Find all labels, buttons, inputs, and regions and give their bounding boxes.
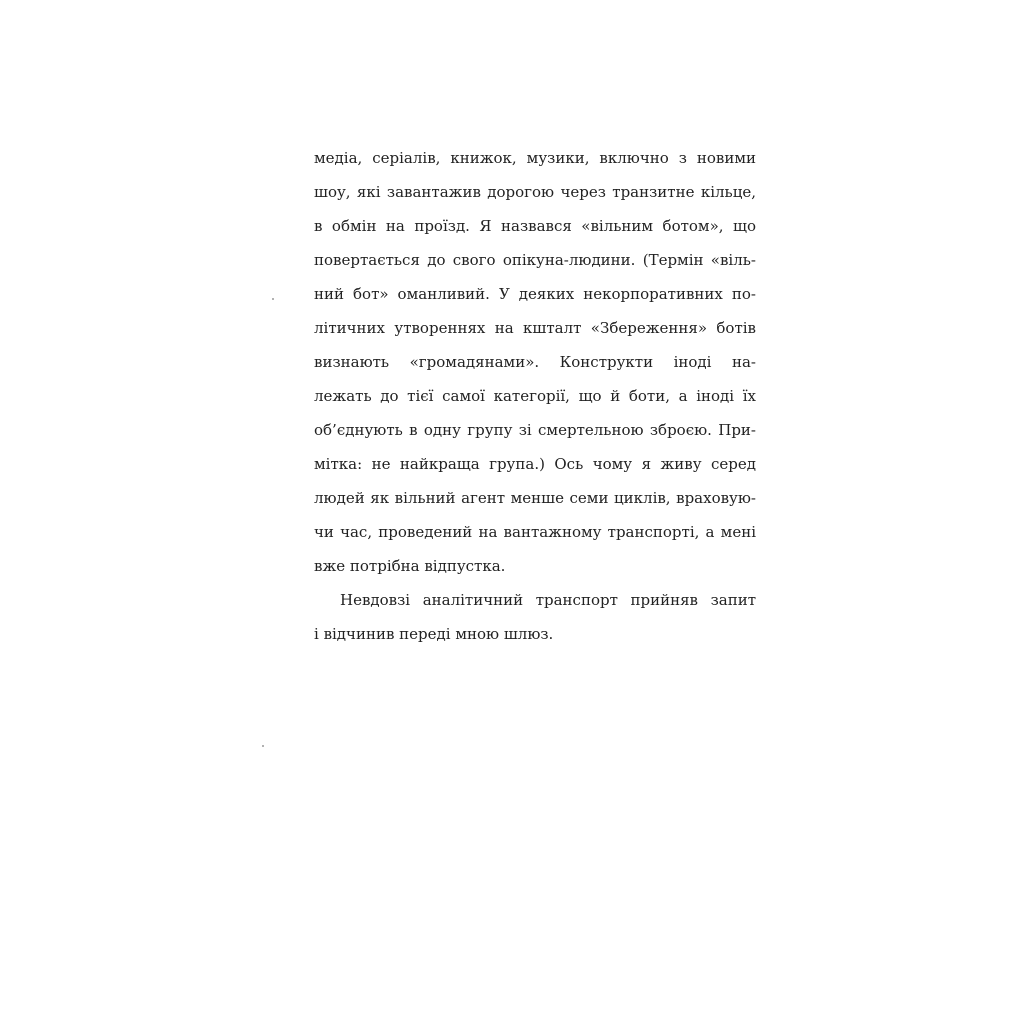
text-line: чи час, проведений на вантажному транспорті, а мені xyxy=(314,523,756,541)
text-line: повертається до свого опікуна-людини. (Термін «віль- xyxy=(314,251,756,269)
page-speck xyxy=(262,745,264,747)
text-line: мітка: не найкраща група.) Ось чому я живу серед xyxy=(314,455,756,473)
paragraph-1 xyxy=(314,141,756,583)
text-line: медіа, серіалів, книжок, музики, включно з новими xyxy=(314,149,756,167)
body-text xyxy=(314,141,756,651)
text-line: об’єднують в одну групу зі смертельною зброєю. При- xyxy=(314,421,756,439)
text-line: і відчинив переді мною шлюз. xyxy=(314,625,554,643)
text-line: визнають «громадянами». Конструкти іноді на- xyxy=(314,353,756,371)
text-line: ний бот» оманливий. У деяких некорпоративних по- xyxy=(314,285,756,303)
text-line: шоу, які завантажив дорогою через транзитне кільце, xyxy=(314,183,756,201)
text-line: в обмін на проїзд. Я назвався «вільним ботом», що xyxy=(314,217,756,235)
text-line: лежать до тієї самої категорії, що й боти, а іноді їх xyxy=(314,387,756,405)
page-speck xyxy=(272,298,274,300)
text-line: вже потрібна відпустка. xyxy=(314,557,506,575)
paragraph-2 xyxy=(314,583,756,651)
text-line: людей як вільний агент менше семи циклів, враховую- xyxy=(314,489,756,507)
text-line: Невдовзі аналітичний транспорт прийняв запит xyxy=(340,591,756,609)
text-line: літичних утвореннях на кшталт «Збереження» ботів xyxy=(314,319,756,337)
